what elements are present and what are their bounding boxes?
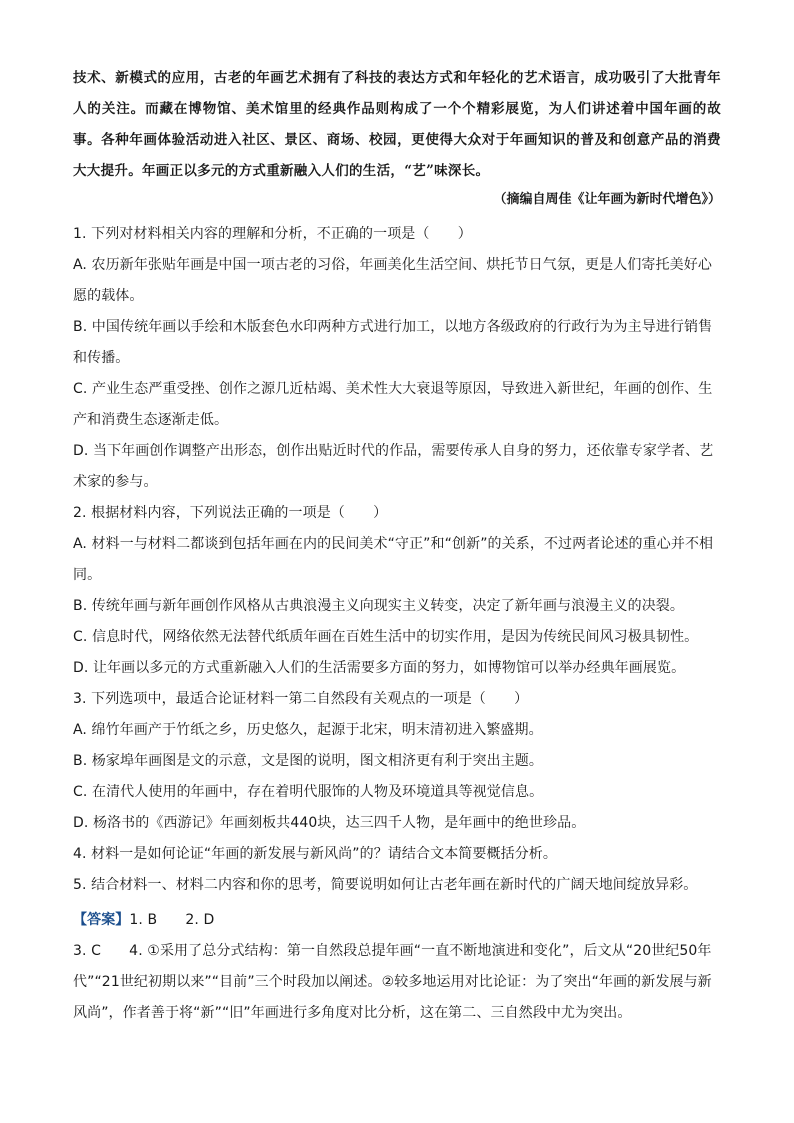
question-2-stem: 2. 根据材料内容，下列说法正确的一项是（ ） bbox=[73, 505, 388, 521]
question-2-option-b: B. 传统年画与新年画创作风格从古典浪漫主义向现实主义转变，决定了新年画与浪漫主义的决裂。 bbox=[73, 598, 685, 614]
question-3-option-b: B. 杨家埠年画图是文的示意，文是图的说明，图文相济更有利于突出主题。 bbox=[73, 753, 544, 769]
answer-line-1 bbox=[73, 905, 723, 936]
question-1-option-b: B. 中国传统年画以手绘和木版套色水印两种方式进行加工，以地方各级政府的行政行为为主导进行销售和传播。 bbox=[73, 319, 713, 366]
question-3-option-d: D. 杨洛书的《西游记》年画刻板共440块，达三四千人物，是年画中的绝世珍品。 bbox=[73, 815, 586, 831]
question-2-option-a: A. 材料一与材料二都谈到包括年画在内的民间美术“守正”和“创新”的关系，不过两者论述的重心并不相同。 bbox=[73, 536, 714, 583]
question-1-option-c: C. 产业生态严重受挫、创作之源几近枯竭、美术性大大衰退等原因，导致进入新世纪，年画的创作、生产和消费生态逐渐走低。 bbox=[73, 381, 713, 428]
question-2-option-c: C. 信息时代，网络依然无法替代纸质年画在百姓生活中的切实作用，是因为传统民间风习极具韧性。 bbox=[73, 629, 699, 645]
question-1-stem: 1. 下列对材料相关内容的理解和分析，不正确的一项是（ ） bbox=[73, 226, 472, 242]
question-1-option-a: A. 农历新年张贴年画是中国一项古老的习俗，年画美化生活空间、烘托节日气氛，更是人们寄托美好心愿的载体。 bbox=[73, 257, 712, 304]
answer-line-2: 3. C 4. ①采用了总分式结构：第一自然段总提年画“一直不断地演进和变化”，后文从“20世纪50年代”“21世纪初期以来”“目前”三个时段加以阐述。②较多地运用对比论证：为了突出“年画的新发展与新风尚”，作者善于将“新”“旧”年画进行多角度对比分析，这在第二、三自然段中尤为突出。 bbox=[73, 943, 712, 1021]
question-4-stem: 4. 材料一是如何论证“年画的新发展与新风尚”的？请结合文本简要概括分析。 bbox=[73, 846, 558, 862]
material-source: （摘编自周佳《让年画为新时代增色》） bbox=[493, 192, 721, 207]
answer-tag: 【答案】 bbox=[73, 912, 130, 928]
question-1-option-d: D. 当下年画创作调整产出形态，创作出贴近时代的作品，需要传承人自身的努力，还依靠专家学者、艺术家的参与。 bbox=[73, 443, 714, 490]
question-3-stem: 3. 下列选项中，最适合论证材料一第二自然段有关观点的一项是（ ） bbox=[73, 691, 529, 707]
question-5-stem: 5. 结合材料一、材料二内容和你的思考，简要说明如何让古老年画在新时代的广阔天地间绽放异彩。 bbox=[73, 877, 698, 893]
question-3-option-a: A. 绵竹年画产于竹纸之乡，历史悠久，起源于北宋，明末清初进入繁盛期。 bbox=[73, 722, 543, 738]
question-2-option-d: D. 让年画以多元的方式重新融入人们的生活需要多方面的努力，如博物馆可以举办经典年画展览。 bbox=[73, 660, 686, 676]
answer-choices-1-2: 1. B 2. D bbox=[129, 912, 215, 928]
question-3-option-c: C. 在清代人使用的年画中，存在着明代服饰的人物及环境道具等视觉信息。 bbox=[73, 784, 544, 800]
material-paragraph: 技术、新模式的应用，古老的年画艺术拥有了科技的表达方式和年轻化的艺术语言，成功吸引了大批青年人的关注。而藏在博物馆、美术馆里的经典作品则构成了一个个精彩展览，为人们讲述着中国年画的故事。各种年画体验活动进入社区、景区、商场、校园，更使得大众对于年画知识的普及和创意产品的消费大大提升。年画正以多元的方式重新融入人们的生活，“艺”味深长。 bbox=[73, 70, 721, 179]
